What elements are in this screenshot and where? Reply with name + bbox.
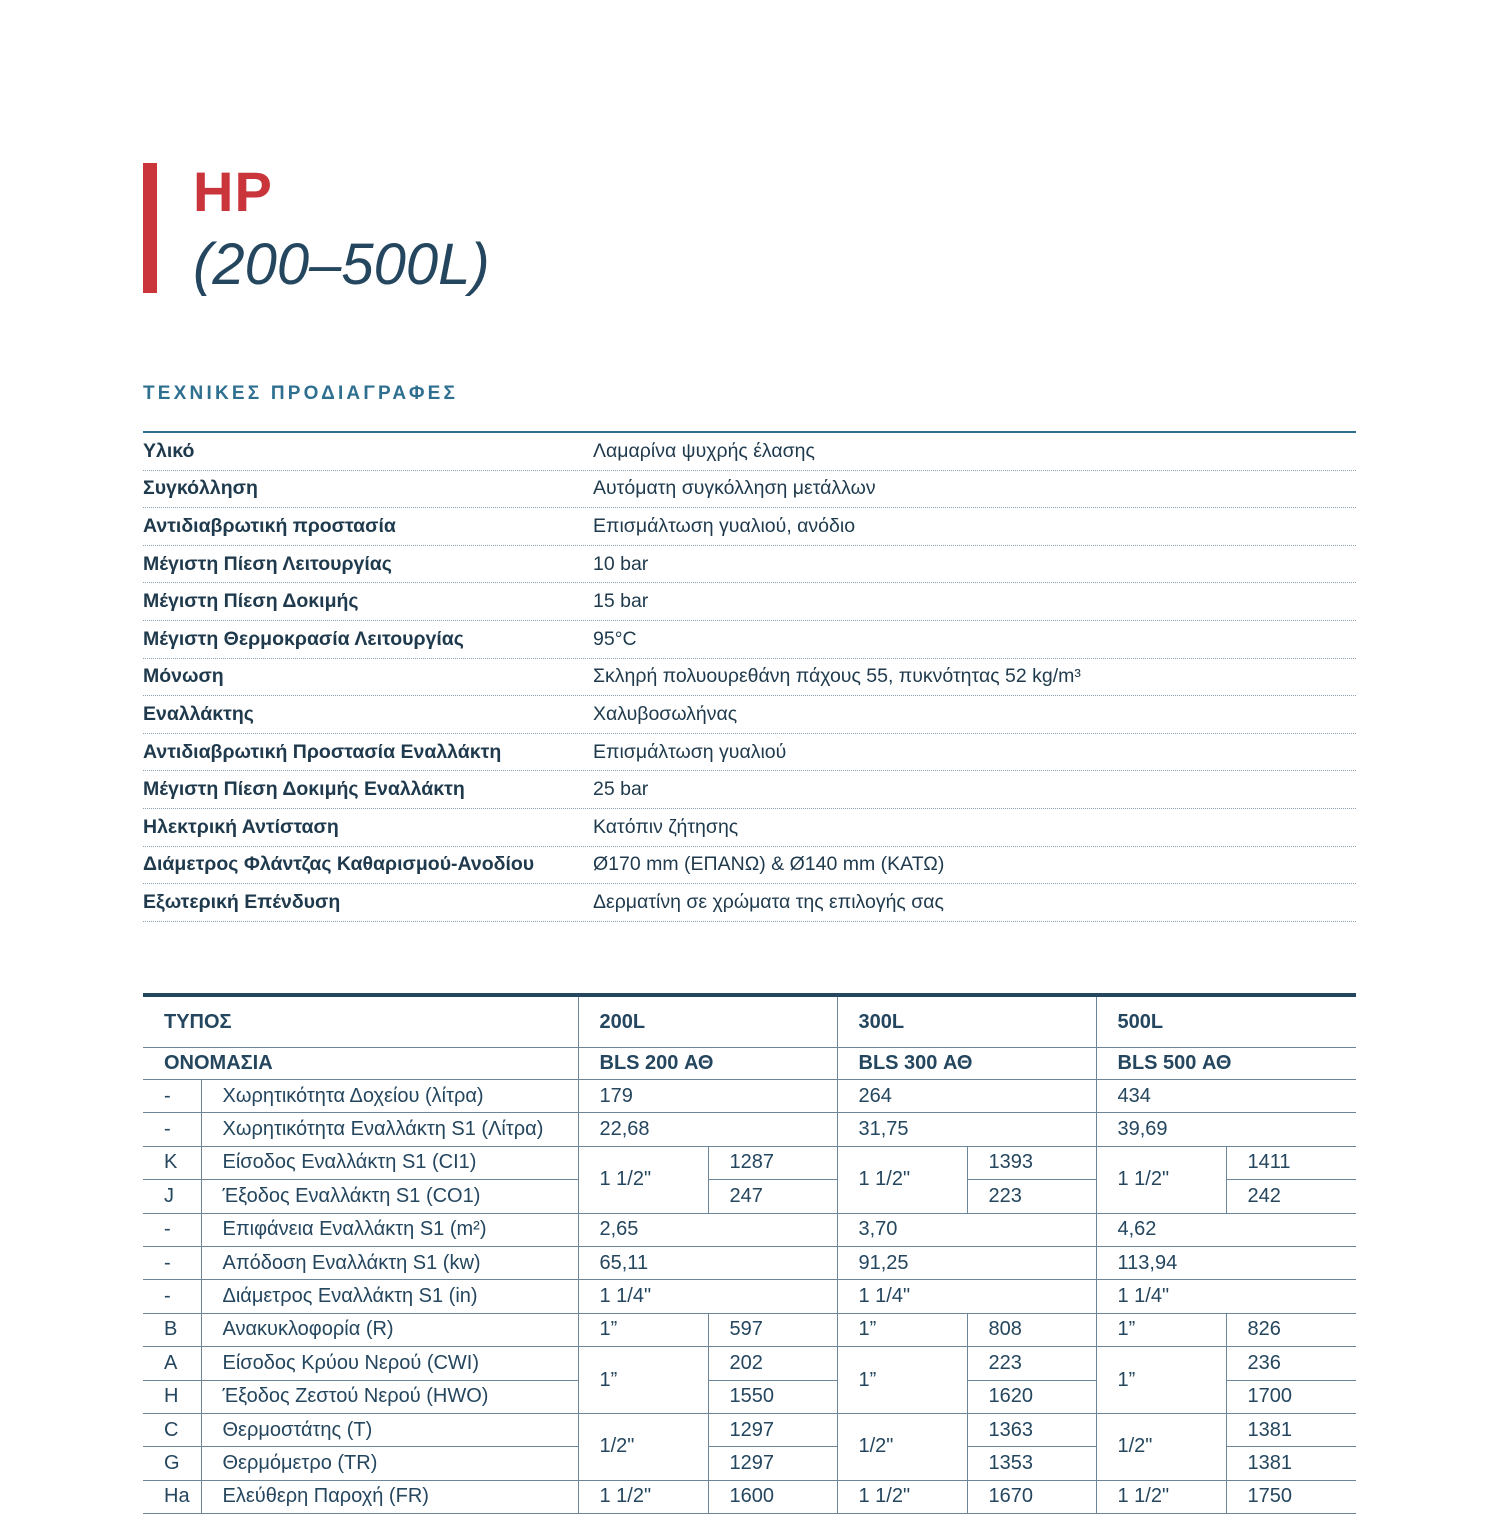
connection-position: 236	[1226, 1347, 1356, 1380]
spec-row	[143, 433, 1356, 471]
property-value: 264	[837, 1080, 1096, 1113]
spec-value: 15 bar	[593, 590, 649, 613]
specs-table	[143, 431, 1356, 922]
property-label: Είσοδος Εναλλάκτη S1 (CI1)	[201, 1146, 578, 1179]
spec-label: Εναλλάκτης	[143, 702, 254, 725]
property-label: Χωρητικότητα Εναλλάκτη S1 (Λίτρα)	[201, 1113, 578, 1146]
spec-row	[143, 734, 1356, 772]
connection-size: 1/2"	[578, 1413, 708, 1480]
property-label: Έξοδος Εναλλάκτη S1 (CO1)	[201, 1180, 578, 1213]
table-row	[143, 1280, 1356, 1313]
model-name: BLS 500 ΑΘ	[1096, 1048, 1356, 1080]
table-row	[143, 1080, 1356, 1113]
connection-position: 1550	[708, 1380, 837, 1413]
spec-label: Μέγιστη Πίεση Δοκιμής	[143, 590, 359, 613]
property-value: 1 1/4"	[837, 1280, 1096, 1313]
table-row	[143, 1113, 1356, 1146]
property-value: 2,65	[578, 1213, 837, 1246]
property-label: Ανακυκλοφορία (R)	[201, 1313, 578, 1346]
connection-position: 1750	[1226, 1480, 1356, 1513]
models-table	[143, 993, 1356, 1514]
spec-label: Συγκόλληση	[143, 477, 258, 500]
spec-value: Σκληρή πολυουρεθάνη πάχους 55, πυκνότητας 52 kg/m³	[593, 665, 1081, 688]
spec-label: Διάμετρος Φλάντζας Καθαρισμού-Ανοδίου	[143, 853, 535, 876]
connection-letter: K	[143, 1146, 201, 1179]
connection-letter: Ha	[143, 1480, 201, 1513]
connection-size: 1”	[578, 1347, 708, 1414]
spec-label: Ηλεκτρική Αντίσταση	[143, 815, 339, 838]
spec-row	[143, 659, 1356, 697]
connection-letter: H	[143, 1380, 201, 1413]
connection-letter: G	[143, 1447, 201, 1480]
spec-row	[143, 621, 1356, 659]
spec-row	[143, 847, 1356, 885]
spec-value: Χαλυβοσωλήνας	[593, 702, 738, 725]
model-name: BLS 200 ΑΘ	[578, 1048, 837, 1080]
connection-size: 1 1/2"	[837, 1146, 967, 1213]
property-value: 1 1/4"	[578, 1280, 837, 1313]
spec-label: Εξωτερική Επένδυση	[143, 890, 341, 913]
table-row	[143, 1480, 1356, 1513]
connection-size: 1 1/2"	[578, 1146, 708, 1213]
model-name: BLS 300 ΑΘ	[837, 1048, 1096, 1080]
spec-row	[143, 696, 1356, 734]
property-value: 91,25	[837, 1246, 1096, 1279]
type-header-row	[143, 997, 1356, 1048]
property-value: 113,94	[1096, 1246, 1356, 1279]
spec-value: Δερματίνη σε χρώματα της επιλογής σας	[593, 890, 944, 913]
table-row	[143, 1313, 1356, 1346]
spec-label: Αντιδιαβρωτική προστασία	[143, 514, 396, 537]
table-row	[143, 1146, 1356, 1179]
spec-value: Λαμαρίνα ψυχρής έλασης	[593, 439, 815, 462]
table-row	[143, 1347, 1356, 1380]
connection-size: 1 1/2"	[1096, 1480, 1226, 1513]
spec-row	[143, 471, 1356, 509]
spec-value: 25 bar	[593, 778, 649, 801]
connection-position: 808	[967, 1313, 1096, 1346]
connection-letter: -	[143, 1280, 201, 1313]
connection-letter: J	[143, 1180, 201, 1213]
connection-position: 1297	[708, 1413, 837, 1446]
property-label: Απόδοση Εναλλάκτη S1 (kw)	[201, 1246, 578, 1279]
connection-position: 1620	[967, 1380, 1096, 1413]
connection-letter: B	[143, 1313, 201, 1346]
connection-size: 1”	[837, 1347, 967, 1414]
spec-value: Επισμάλτωση γυαλιού, ανόδιο	[593, 514, 856, 537]
connection-position: 242	[1226, 1180, 1356, 1213]
spec-value: 95°C	[593, 627, 637, 650]
table-row	[143, 1213, 1356, 1246]
spec-label: Αντιδιαβρωτική Προστασία Εναλλάκτη	[143, 740, 502, 763]
model-type: 500L	[1096, 997, 1356, 1048]
property-label: Διάμετρος Εναλλάκτη S1 (in)	[201, 1280, 578, 1313]
spec-label: Μέγιστη Πίεση Δοκιμής Εναλλάκτη	[143, 778, 465, 801]
property-label: Θερμόμετρο (TR)	[201, 1447, 578, 1480]
property-label: Έξοδος Ζεστού Νερού (HWO)	[201, 1380, 578, 1413]
name-header-row	[143, 1048, 1356, 1080]
table-row	[143, 1413, 1356, 1446]
connection-position: 597	[708, 1313, 837, 1346]
name-label: ΟΝΟΜΑΣΙΑ	[143, 1048, 578, 1080]
spec-row	[143, 583, 1356, 621]
property-value: 434	[1096, 1080, 1356, 1113]
connection-position: 1353	[967, 1447, 1096, 1480]
connection-size: 1”	[837, 1313, 967, 1346]
spec-row	[143, 508, 1356, 546]
spec-value: Ø170 mm (ΕΠΑΝΩ) & Ø140 mm (ΚΑΤΩ)	[593, 853, 945, 876]
connection-letter: -	[143, 1213, 201, 1246]
connection-position: 1381	[1226, 1413, 1356, 1446]
spec-label: Μέγιστη Θερμοκρασία Λειτουργίας	[143, 627, 464, 650]
property-label: Χωρητικότητα Δοχείου (λίτρα)	[201, 1080, 578, 1113]
table-row	[143, 1246, 1356, 1279]
connection-letter: -	[143, 1080, 201, 1113]
spec-label: Υλικό	[143, 439, 195, 462]
type-label: ΤΥΠΟΣ	[143, 997, 578, 1048]
spec-value: Κατόπιν ζήτησης	[593, 815, 739, 838]
connection-position: 1381	[1226, 1447, 1356, 1480]
spec-row	[143, 771, 1356, 809]
connection-position: 1700	[1226, 1380, 1356, 1413]
connection-position: 1393	[967, 1146, 1096, 1179]
spec-label: Μέγιστη Πίεση Λειτουργίας	[143, 552, 392, 575]
connection-position: 223	[967, 1347, 1096, 1380]
specs-heading: ΤΕΧΝΙΚΕΣ ΠΡΟΔΙΑΓΡΑΦΕΣ	[143, 383, 459, 404]
property-label: Ελεύθερη Παροχή (FR)	[201, 1480, 578, 1513]
connection-letter: -	[143, 1246, 201, 1279]
connection-letter: C	[143, 1413, 201, 1446]
connection-size: 1”	[578, 1313, 708, 1346]
property-value: 179	[578, 1080, 837, 1113]
product-title: HP	[193, 160, 273, 223]
spec-row	[143, 809, 1356, 847]
property-label: Επιφάνεια Εναλλάκτη S1 (m²)	[201, 1213, 578, 1246]
property-value: 31,75	[837, 1113, 1096, 1146]
spec-value: Αυτόματη συγκόλληση μετάλλων	[593, 477, 876, 500]
connection-letter: -	[143, 1113, 201, 1146]
property-value: 1 1/4"	[1096, 1280, 1356, 1313]
connection-letter: A	[143, 1347, 201, 1380]
spec-row	[143, 546, 1356, 584]
property-label: Είσοδος Κρύου Νερού (CWI)	[201, 1347, 578, 1380]
connection-position: 202	[708, 1347, 837, 1380]
connection-size: 1”	[1096, 1313, 1226, 1346]
connection-position: 1297	[708, 1447, 837, 1480]
connection-position: 1363	[967, 1413, 1096, 1446]
property-value: 39,69	[1096, 1113, 1356, 1146]
product-capacity-range: (200–500L)	[193, 232, 490, 297]
property-value: 4,62	[1096, 1213, 1356, 1246]
connection-size: 1/2"	[1096, 1413, 1226, 1480]
spec-value: 10 bar	[593, 552, 649, 575]
model-type: 300L	[837, 997, 1096, 1048]
connection-size: 1 1/2"	[1096, 1146, 1226, 1213]
connection-size: 1/2"	[837, 1413, 967, 1480]
connection-position: 1670	[967, 1480, 1096, 1513]
model-type: 200L	[578, 997, 837, 1048]
connection-size: 1 1/2"	[578, 1480, 708, 1513]
connection-position: 1287	[708, 1146, 837, 1179]
connection-size: 1 1/2"	[837, 1480, 967, 1513]
connection-position: 1600	[708, 1480, 837, 1513]
spec-value: Επισμάλτωση γυαλιού	[593, 740, 787, 763]
title-accent-bar	[143, 163, 157, 293]
connection-size: 1”	[1096, 1347, 1226, 1414]
connection-position: 247	[708, 1180, 837, 1213]
property-value: 3,70	[837, 1213, 1096, 1246]
connection-position: 223	[967, 1180, 1096, 1213]
connection-position: 826	[1226, 1313, 1356, 1346]
connection-position: 1411	[1226, 1146, 1356, 1179]
property-value: 22,68	[578, 1113, 837, 1146]
spec-label: Μόνωση	[143, 665, 224, 688]
spec-row	[143, 884, 1356, 922]
property-value: 65,11	[578, 1246, 837, 1279]
property-label: Θερμοστάτης (T)	[201, 1413, 578, 1446]
